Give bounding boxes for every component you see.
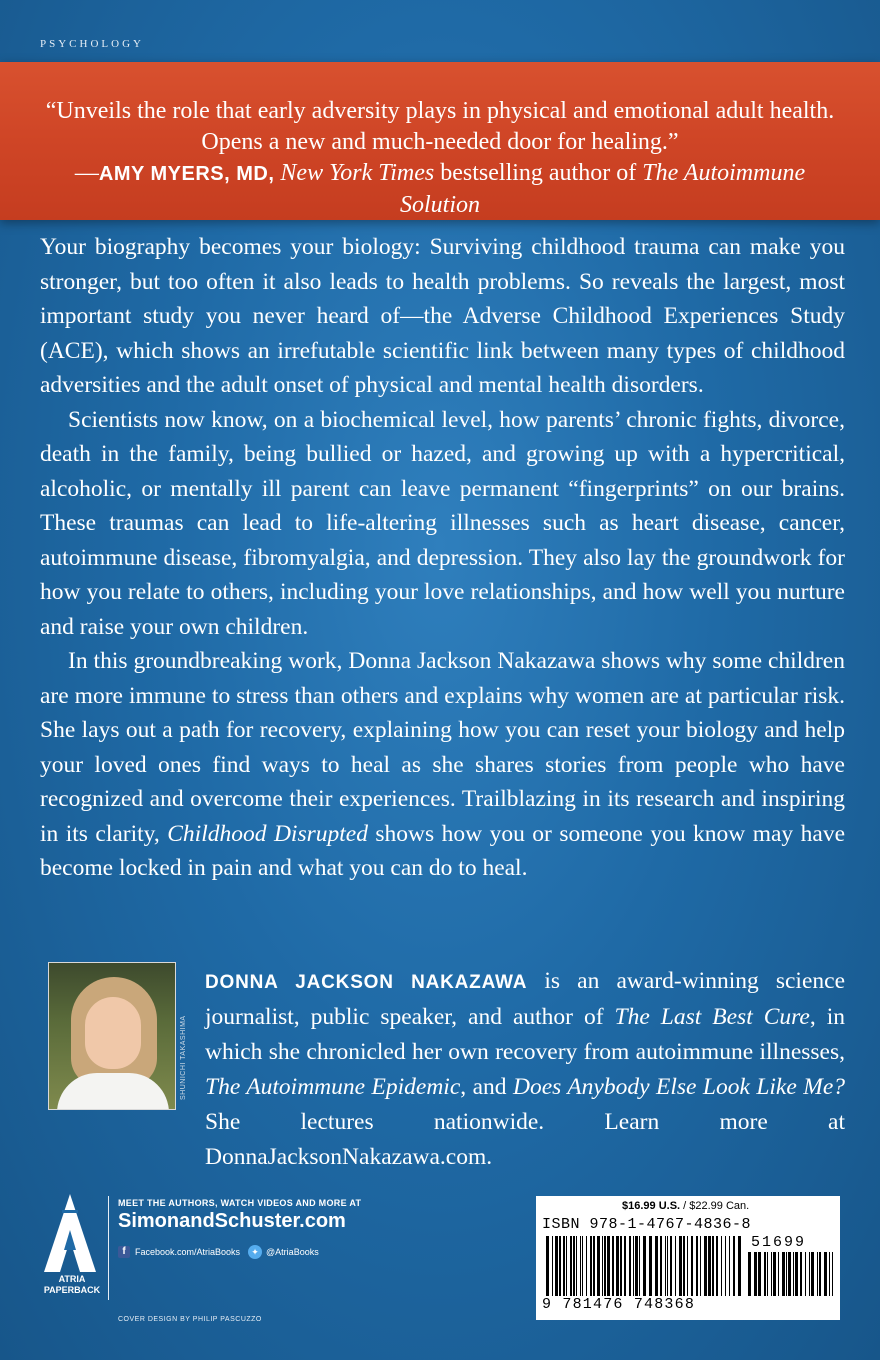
bio-part-3: , and — [460, 1074, 513, 1100]
social-links — [118, 1245, 319, 1259]
logo-line-1: ATRIA — [58, 1274, 86, 1284]
category-label: PSYCHOLOGY — [40, 38, 144, 50]
bio-part-1: is an award-winning science journalist, public speaker, and author of — [205, 968, 846, 1030]
price-us: $16.99 U.S. — [622, 1200, 681, 1212]
barcode-icon — [546, 1236, 742, 1296]
author-bio — [205, 964, 845, 1175]
barcode-panel — [536, 1196, 840, 1320]
description-p3-start: In this groundbreaking work, Donna Jackson Nakazawa shows why some children are more immune to stress than others and explains why women are at particular risk. She lays out a path for recovery, explaining how you can reset your biology and help your loved ones find ways to heal as she shares stories from people who have recognized and overcome their experiences. Trailblazing in its research and inspiring in its clarity, — [40, 648, 845, 847]
meet-authors-text: MEET THE AUTHORS, WATCH VIDEOS AND MORE AT — [118, 1198, 362, 1208]
price-can: / $22.99 Can. — [680, 1200, 750, 1212]
author-name: DONNA JACKSON NAKAZAWA — [205, 972, 528, 993]
addon-barcode-icon — [748, 1252, 834, 1296]
price-text — [622, 1200, 749, 1212]
description-paragraph-2: Scientists now know, on a biochemical level, how parents’ chronic fights, divorce, death in the family, being bullied or hazed, and growing up with a hypercritical, alcoholic, or mentally ill parent can leave permanent “fingerprints” on our brains. These traumas can lead to life-altering illnesses such as heart disease, cancer, autoimmune disease, fibromyalgia, and depression. They also lay the groundwork for how you relate to others, including your love relationships, and how well you nurture and raise your own children. — [40, 406, 845, 640]
bio-book-2: The Autoimmune Epidemic — [205, 1074, 461, 1100]
attribution-book: The Autoimmune Solution — [399, 160, 806, 218]
facebook-handle: Facebook.com/AtriaBooks — [135, 1247, 241, 1257]
description-p3-end: shows how you or someone you know may have become locked in pain and what you can do to heal. — [40, 820, 846, 881]
publisher-logo-text — [40, 1274, 104, 1296]
blurb-quote: “Unveils the role that early adversity plays in physical and emotional adult health. Opens a new and much-needed door for healing.” — [45, 98, 835, 155]
attribution-dash: — — [74, 160, 99, 186]
attribution-middle: bestselling author of — [434, 160, 643, 186]
cover-design-credit: COVER DESIGN BY PHILIP PASCUZZO — [118, 1316, 262, 1323]
description-book-title: Childhood Disrupted — [167, 820, 368, 847]
price-addon-code: 51699 — [751, 1234, 807, 1251]
isbn-text: ISBN 978-1-4767-4836-8 — [542, 1216, 752, 1233]
ean-number: 9 781476 748368 — [542, 1296, 696, 1313]
website-link: SimonandSchuster.com — [118, 1210, 346, 1232]
divider — [108, 1196, 109, 1300]
twitter-handle: @AtriaBooks — [266, 1247, 319, 1257]
atria-logo-icon — [40, 1190, 100, 1280]
twitter-icon: ✦ — [248, 1245, 262, 1259]
logo-line-2: PAPERBACK — [43, 1285, 101, 1295]
facebook-icon: f — [118, 1246, 130, 1258]
author-photo — [48, 962, 176, 1110]
attribution-publication: New York Times — [280, 160, 435, 186]
attribution-name: AMY MYERS, MD, — [98, 163, 275, 185]
bio-book-3: Does Anybody Else Look Like Me? — [512, 1074, 846, 1100]
description-paragraph-3 — [40, 644, 845, 886]
book-description — [40, 230, 845, 886]
bio-book-1: The Last Best Cure — [614, 1004, 810, 1030]
description-paragraph-1: Your biography becomes your biology: Surviving childhood trauma can make you stronger, but too often it also leads to health problems. So reveals the largest, most important study you never heard of—the Adverse Childhood Experiences Study (ACE), which shows an irrefutable scientific link between many types of childhood adversities and the adult onset of physical and mental health disorders. — [40, 234, 845, 398]
bio-part-2: , in which she chronicled her own recovery from autoimmune illnesses, — [205, 1004, 845, 1065]
photo-credit: SHUNICHI TAKASHIMA — [180, 1015, 187, 1100]
bio-part-4: She lectures nationwide. Learn more at DonnaJacksonNakazawa.com. — [205, 1109, 845, 1170]
blurb-attribution — [40, 158, 840, 221]
